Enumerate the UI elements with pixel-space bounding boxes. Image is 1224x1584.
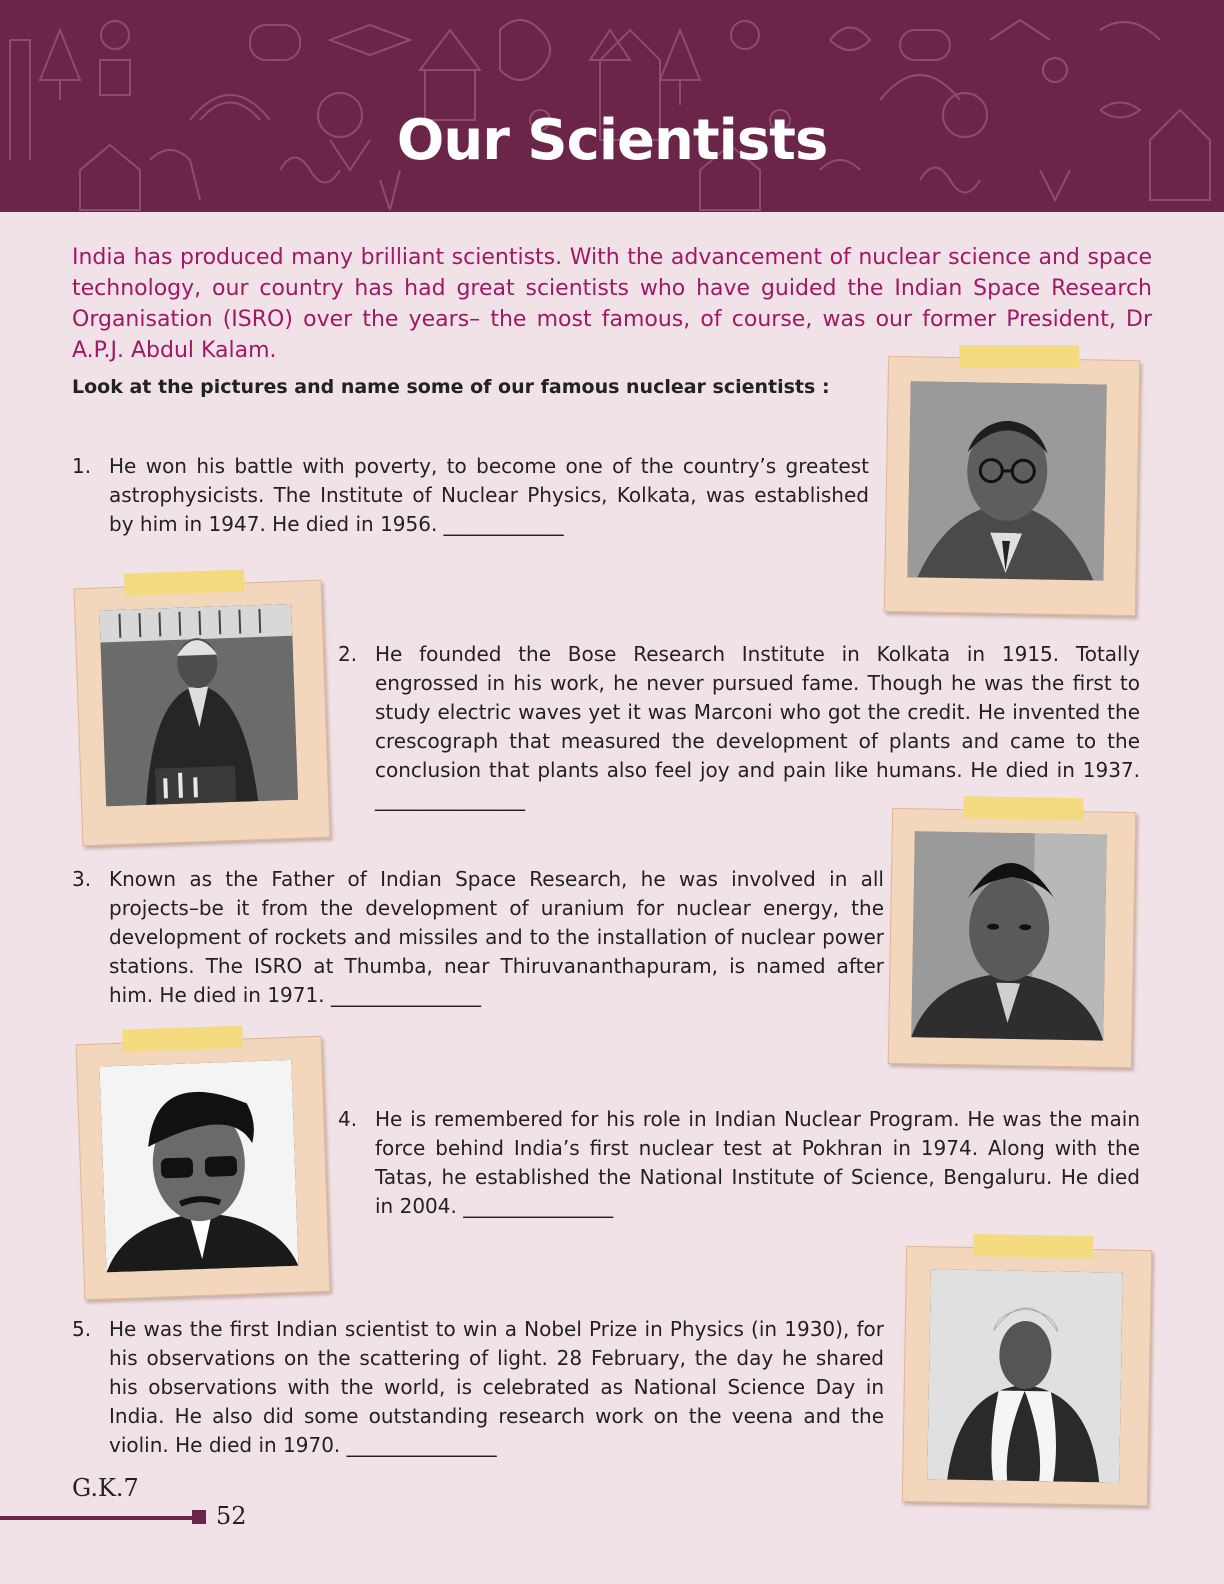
question-number: 3.: [72, 867, 92, 891]
question-5: [72, 1315, 884, 1460]
page-number: 52: [216, 1502, 247, 1530]
question-text: He founded the Bose Research Institute in Kolkata in 1915. Totally engrossed in his work, he never pursued fame. Though he was the first to study electric waves yet it was Marconi who got the credit. He invented the crescograph that measured the development of plants and came to the conclusion that plants also feel joy and pain like humans. He died in 1937. _______________: [375, 642, 1140, 811]
question-3: [72, 865, 884, 1010]
tape-strip: [973, 1234, 1093, 1258]
question-1: [72, 452, 869, 539]
question-text: He won his battle with poverty, to become one of the country’s greatest astrophysicists. The Institute of Nuclear Physics, Kolkata, was established by him in 1947. He died in 1956. ____________: [109, 454, 869, 536]
page-title: Our Scientists: [396, 108, 828, 173]
question-number: 4.: [338, 1107, 358, 1131]
book-label: G.K.7: [72, 1474, 139, 1502]
intro-paragraph: India has produced many brilliant scientists. With the advancement of nuclear science and space technology, our country has had great scientists who have guided the Indian Space Research Organisation (ISRO) over the years– the most famous, of course, was our former President, Dr A.P.J. Abdul Kalam.: [72, 245, 1152, 363]
question-2: [338, 640, 1140, 814]
photo-frame-1: [884, 356, 1140, 616]
doodle-pattern: [0, 0, 1224, 212]
scientist-photo-1: [907, 381, 1106, 580]
question-number: 5.: [72, 1317, 92, 1341]
question-text: Known as the Father of Indian Space Research, he was involved in all projects–be it from the development of uranium for nuclear energy, the development of rockets and missiles and to the installation of nuclear power stations. The ISRO at Thumba, near Thiruvananthapuram, is named after him. He died in 1971. _______________: [109, 867, 884, 1007]
question-text: He was the first Indian scientist to win a Nobel Prize in Physics (in 1930), for his observations on the scattering of light. 28 February, the day he shared his observations with the world, is celebrated as National Science Day in India. He also did some outstanding research work on the veena and the violin. He died in 1970. _______________: [109, 1317, 884, 1457]
scientist-photo-2: [99, 604, 298, 807]
photo-frame-2: [74, 580, 331, 846]
scientist-photo-4: [99, 1060, 298, 1273]
tape-strip: [122, 1026, 243, 1052]
photo-frame-4: [76, 1036, 331, 1300]
question-number: 2.: [338, 642, 358, 666]
question-4: [338, 1105, 1140, 1221]
footer-rule: [0, 1516, 192, 1520]
question-number: 1.: [72, 454, 92, 478]
question-text: He is remembered for his role in Indian Nuclear Program. He was the main force behind India’s first nuclear test at Pokhran in 1974. Along with the Tatas, he established the National Institute of Science, Bengaluru. He died in 2004. _______________: [375, 1107, 1140, 1218]
scientist-photo-5: [927, 1269, 1123, 1482]
tape-strip: [963, 796, 1083, 820]
photo-frame-5: [902, 1246, 1152, 1506]
tape-strip: [959, 345, 1079, 367]
tape-strip: [124, 569, 245, 595]
footer-square-marker: [192, 1510, 206, 1524]
instruction-text: Look at the pictures and name some of our famous nuclear scientists :: [72, 376, 830, 398]
photo-frame-3: [888, 808, 1136, 1068]
scientist-photo-3: [911, 831, 1107, 1040]
page-header: [0, 0, 1224, 212]
